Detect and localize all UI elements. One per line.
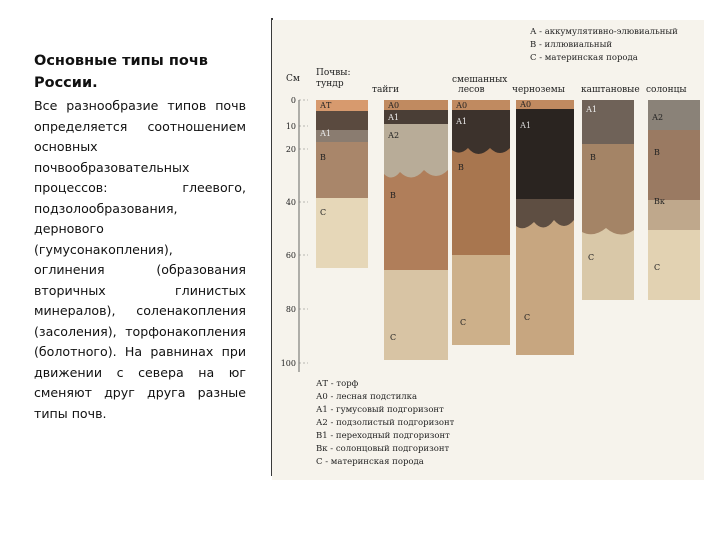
label-c-tundra: С	[320, 208, 327, 217]
label-a0-taiga: А0	[388, 101, 400, 110]
label-b-tundra: В	[320, 153, 326, 162]
column-header-chernozem: черноземы	[512, 85, 565, 95]
column-header-solonetz: солонцы	[646, 85, 687, 95]
column-header-tundra: тундр	[316, 79, 344, 89]
horizon-b-tundra	[316, 142, 368, 198]
label-a1-mixed: А1	[456, 117, 468, 126]
column-header-taiga: тайги	[372, 85, 400, 95]
horizon-b-solonetz	[648, 130, 700, 200]
label-c-taiga: С	[390, 333, 397, 342]
legend-bottom-bk: Вк - солонцовый подгоризонт	[316, 444, 450, 454]
legend-top-a: А - аккумулятивно-элювиальный	[530, 27, 678, 37]
label-a1-chestnut: А1	[586, 105, 598, 114]
label-a2-taiga: А2	[388, 131, 400, 140]
column-header-chestnut: каштановые	[581, 85, 640, 95]
label-a1-chernozem: А1	[520, 121, 532, 130]
soil-column-taiga	[384, 100, 448, 360]
legend-bottom-a0: А0 - лесная подстилка	[316, 392, 418, 402]
legend-bottom-a1: А1 - гумусовый подгоризонт	[316, 405, 444, 415]
label-c-chernozem: С	[524, 313, 531, 322]
legend-bottom-c: С - материнская порода	[316, 457, 424, 467]
soil-profiles-figure	[272, 20, 704, 480]
depth-tick-100: 100	[280, 359, 296, 368]
legend-bottom-a2: А2 - подзолистый подгоризонт	[316, 418, 455, 428]
label-b-mixed: В	[458, 163, 464, 172]
soil-column-tundra	[316, 100, 368, 268]
horizon-c-taiga	[384, 270, 448, 360]
horizon-a1-tundra	[316, 111, 368, 130]
depth-tick-10: 10	[285, 122, 296, 131]
label-c-mixed: С	[460, 318, 467, 327]
slide-title: Основные типы почв России.	[34, 53, 208, 91]
label-b-chestnut: В	[590, 153, 596, 162]
horizon-transition-chernozem	[516, 199, 574, 228]
label-c-chestnut: С	[588, 253, 595, 262]
axis-unit-label: См	[286, 74, 300, 84]
label-at: АТ	[320, 101, 332, 110]
legend-bottom-at: АТ - торф	[316, 379, 359, 389]
soil-column-solonetz	[648, 100, 700, 300]
label-a0-mixed: А0	[456, 101, 468, 110]
text-block	[34, 50, 246, 424]
soil-column-mixed-forest	[452, 100, 510, 345]
soils-label: Почвы:	[316, 68, 351, 78]
legend-bottom-b1: В1 - переходный подгоризонт	[316, 431, 450, 441]
label-b-taiga: В	[390, 191, 396, 200]
soil-column-chestnut	[582, 100, 634, 300]
horizon-c-mixed	[452, 255, 510, 345]
depth-tick-0: 0	[290, 96, 296, 105]
depth-tick-80: 80	[285, 305, 296, 314]
legend-top-b: В - иллювиальный	[530, 40, 613, 50]
depth-tick-60: 60	[285, 251, 296, 260]
soil-column-chernozem	[516, 100, 574, 355]
label-a1-taiga: А1	[388, 113, 400, 122]
column-header-mixed-forest: смешанных лесов	[452, 75, 508, 95]
label-a1-tundra: А1	[320, 129, 332, 138]
label-a2-solonetz: А2	[652, 113, 664, 122]
depth-tick-40: 40	[285, 198, 296, 207]
slide-body-text: Все разнообразие типов почв определяется соотношением основных почвообразовательных процессов: глеевого, подзолообразования, дернового (гумусонакопления), оглинения (образования вторичных глинистых минералов), соленакопления (засоления), торфонакопления (болотного). На равнинах при движении с севера на юг сменяют друг друга разные типы почв.	[34, 98, 246, 421]
depth-tick-20: 20	[285, 145, 296, 154]
legend-top-c: С - материнская порода	[530, 53, 638, 63]
label-a0-chernozem: А0	[520, 100, 532, 109]
label-c-solonetz: С	[654, 263, 661, 272]
label-b-solonetz: В	[654, 148, 660, 157]
label-bk-solonetz: Вк	[654, 197, 665, 206]
